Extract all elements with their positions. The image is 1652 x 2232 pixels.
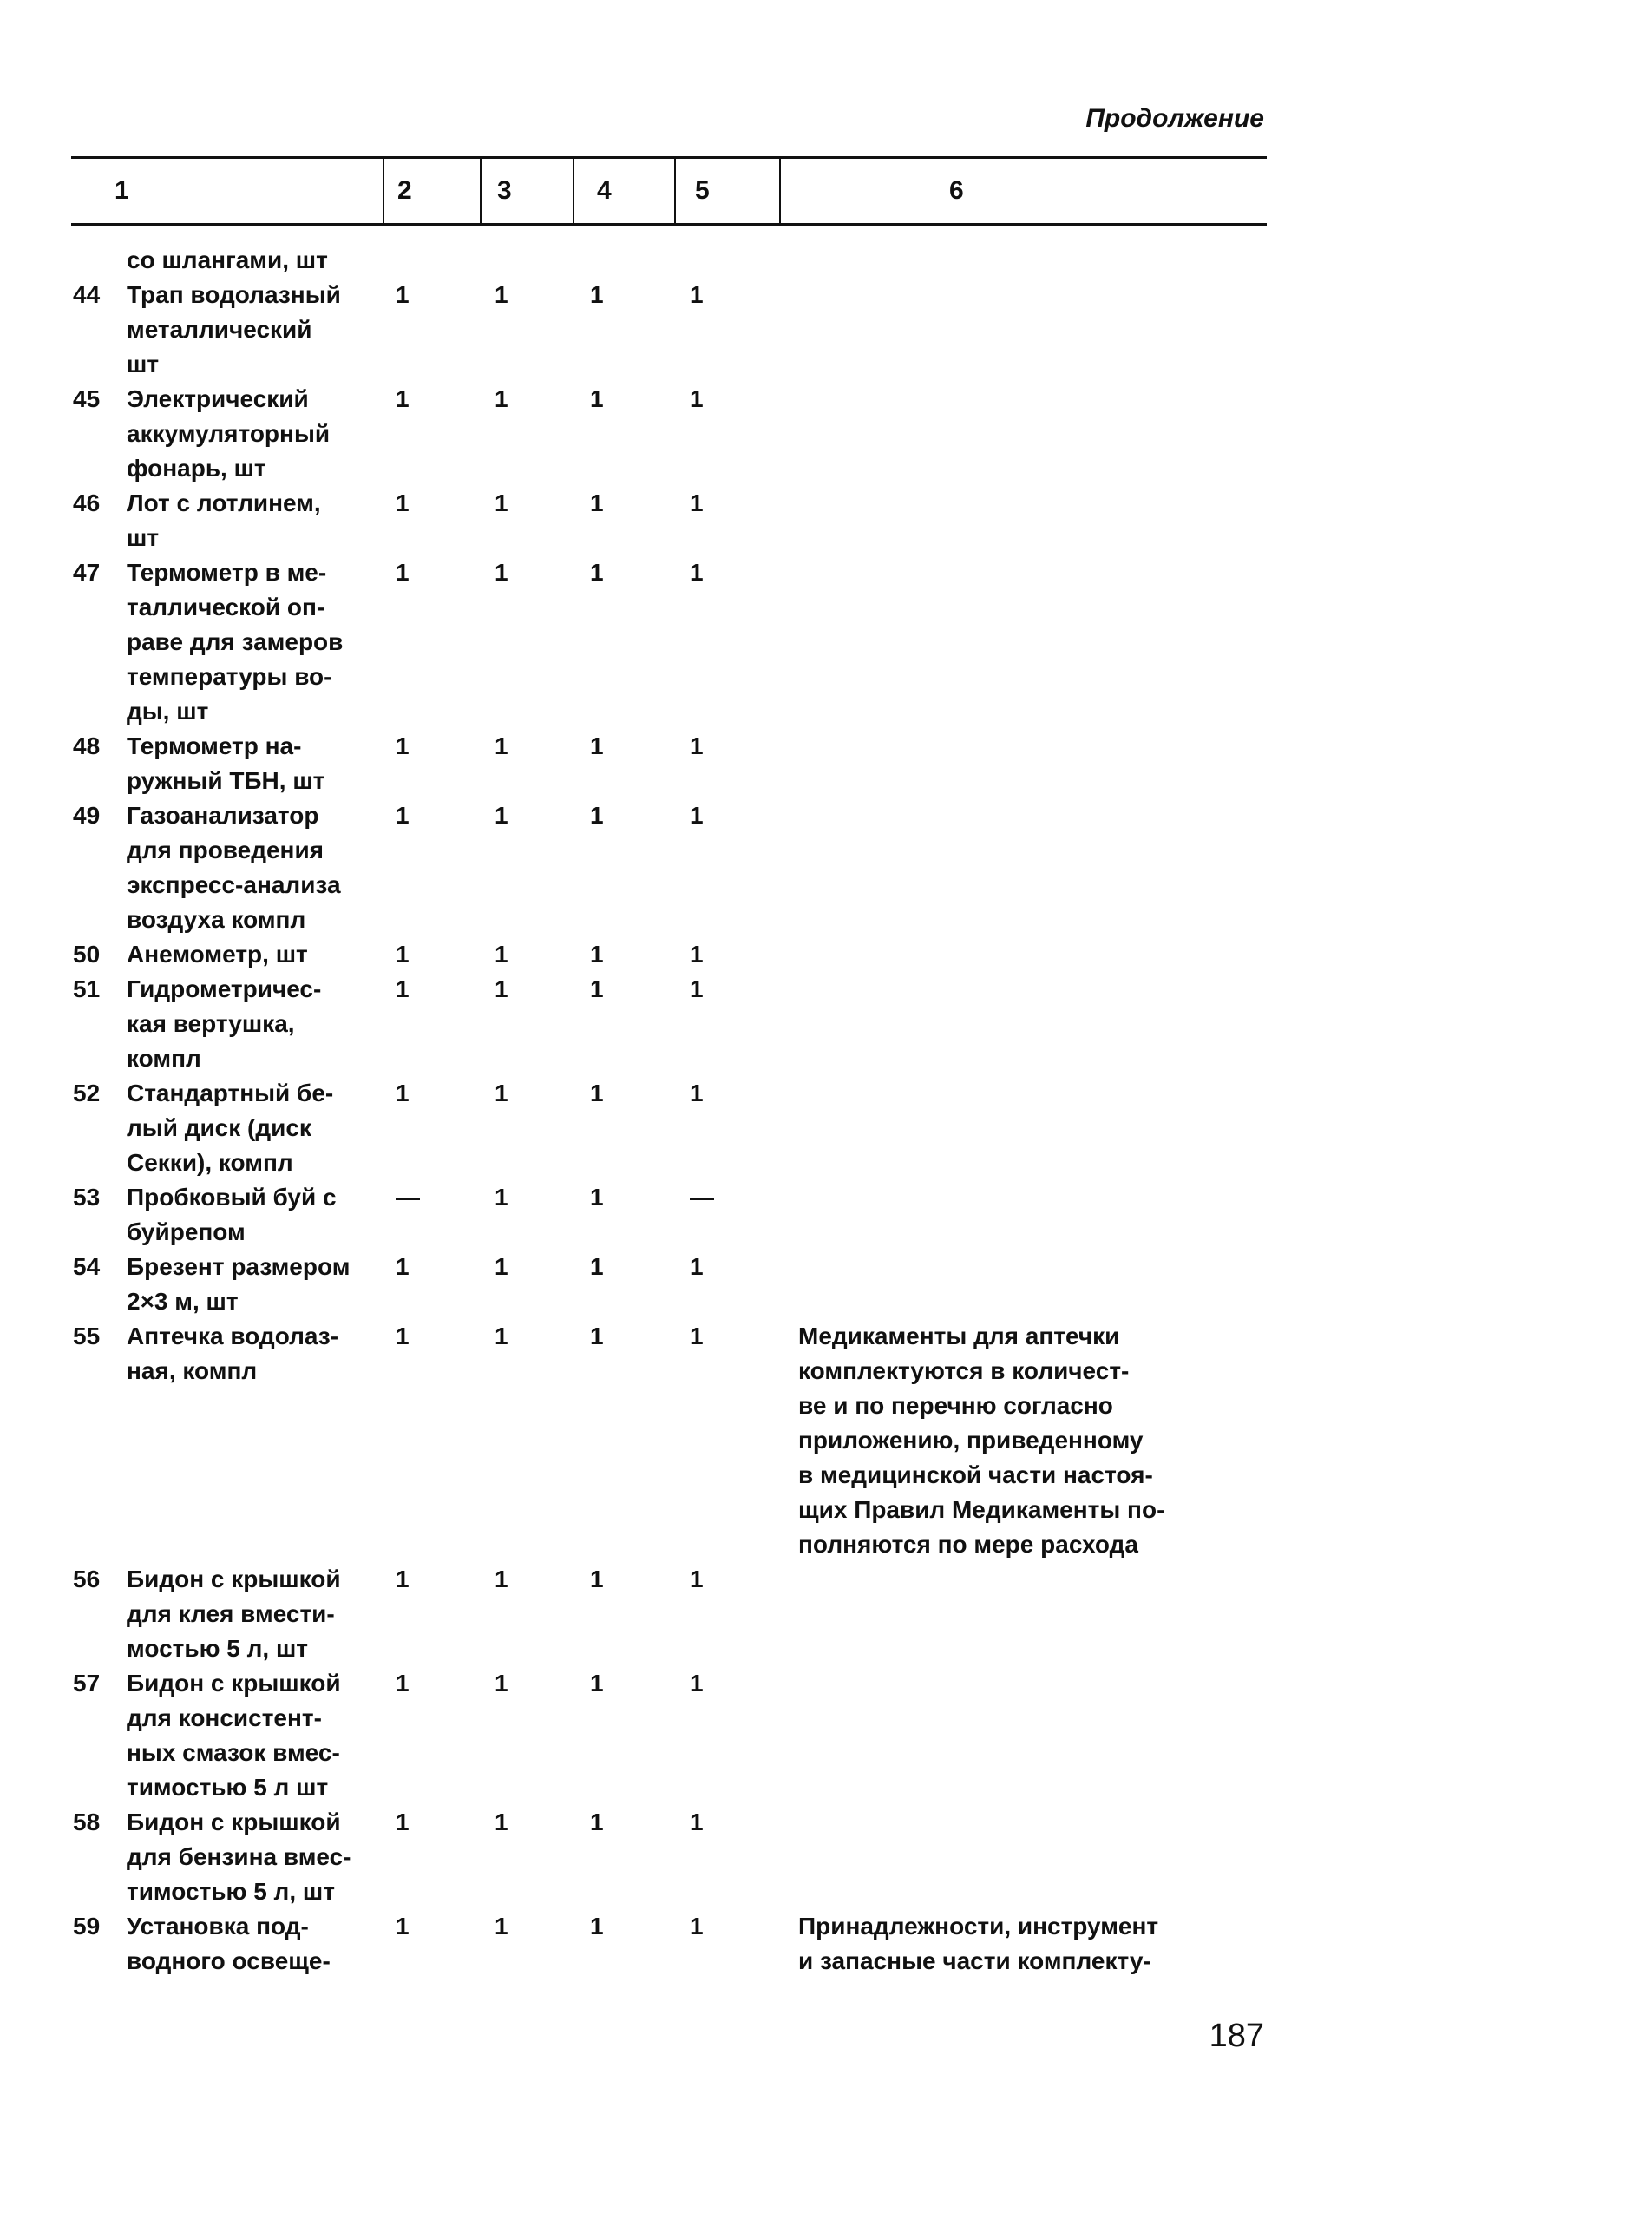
qty-col-3: 1 <box>495 1566 508 1592</box>
column-header-3: 3 <box>497 176 512 205</box>
qty-col-2: 1 <box>396 1323 410 1349</box>
table-row <box>0 382 1652 486</box>
qty-col-4: 1 <box>590 385 604 412</box>
qty-col-2: 1 <box>396 975 410 1002</box>
qty-col-5: 1 <box>690 1080 704 1106</box>
table-row <box>0 1562 1652 1666</box>
qty-col-5: 1 <box>690 941 704 968</box>
qty-col-3: 1 <box>495 281 508 308</box>
row-number: 49 <box>73 802 101 829</box>
qty-col-2: 1 <box>396 941 410 968</box>
table-top-rule <box>71 156 1267 159</box>
qty-col-4: 1 <box>590 1080 604 1106</box>
qty-col-5: 1 <box>690 802 704 829</box>
qty-col-3: 1 <box>495 941 508 968</box>
qty-col-5: 1 <box>690 975 704 1002</box>
column-divider <box>383 159 384 223</box>
row-number: 59 <box>73 1913 101 1940</box>
table-row <box>0 1319 1652 1562</box>
qty-col-4: 1 <box>590 732 604 759</box>
row-number: 55 <box>73 1323 101 1349</box>
qty-col-4: 1 <box>590 941 604 968</box>
table-row <box>0 486 1652 555</box>
qty-col-5: 1 <box>690 281 704 308</box>
qty-col-5: 1 <box>690 732 704 759</box>
column-header-4: 4 <box>597 176 612 205</box>
qty-col-5: 1 <box>690 1670 704 1697</box>
table-header-bottom-rule <box>71 223 1267 226</box>
qty-col-3: 1 <box>495 385 508 412</box>
item-name: Газоанализатор для проведения экспресс-анализа воздуха компл <box>127 802 341 933</box>
qty-col-2: 1 <box>396 1566 410 1592</box>
table-row <box>0 798 1652 937</box>
qty-col-4: 1 <box>590 1566 604 1592</box>
qty-col-5: 1 <box>690 559 704 586</box>
qty-col-2: 1 <box>396 1253 410 1280</box>
qty-col-4: 1 <box>590 1323 604 1349</box>
item-name: Анемометр, шт <box>127 941 308 968</box>
qty-col-5: 1 <box>690 1913 704 1940</box>
item-name: Пробковый буй с буйрепом <box>127 1184 337 1245</box>
table-row <box>0 555 1652 729</box>
qty-col-2: — <box>396 1184 420 1211</box>
item-name: Электрический аккумуляторный фонарь, шт <box>127 385 331 482</box>
table-body <box>0 243 1652 1979</box>
qty-col-4: 1 <box>590 281 604 308</box>
qty-col-3: 1 <box>495 802 508 829</box>
qty-col-4: 1 <box>590 1809 604 1835</box>
qty-col-4: 1 <box>590 489 604 516</box>
qty-col-3: 1 <box>495 1184 508 1211</box>
item-name: со шлангами, шт <box>127 246 328 273</box>
item-name: Брезент размером 2×3 м, шт <box>127 1253 351 1315</box>
qty-col-2: 1 <box>396 1670 410 1697</box>
item-name: Стандартный бе- лый диск (диск Секки), компл <box>127 1080 334 1176</box>
row-number: 45 <box>73 385 101 412</box>
table-row <box>0 1180 1652 1250</box>
column-header-5: 5 <box>695 176 710 205</box>
column-divider <box>779 159 781 223</box>
table-row <box>0 1805 1652 1909</box>
item-name: Установка под- водного освеще- <box>127 1913 331 1974</box>
column-divider <box>480 159 482 223</box>
qty-col-4: 1 <box>590 802 604 829</box>
item-name: Термометр на- ружный ТБН, шт <box>127 732 325 794</box>
row-number: 48 <box>73 732 101 759</box>
qty-col-3: 1 <box>495 1670 508 1697</box>
table-row <box>0 243 1652 278</box>
table-row <box>0 1909 1652 1979</box>
continuation-label: Продолжение <box>1085 104 1264 133</box>
item-name: Гидрометричес- кая вертушка, компл <box>127 975 322 1072</box>
qty-col-3: 1 <box>495 1080 508 1106</box>
table-row <box>0 729 1652 798</box>
qty-col-4: 1 <box>590 1670 604 1697</box>
qty-col-3: 1 <box>495 1323 508 1349</box>
item-name: Бидон с крышкой для консистент- ных смазок вмес- тимостью 5 л шт <box>127 1670 341 1801</box>
qty-col-4: 1 <box>590 1253 604 1280</box>
qty-col-5: 1 <box>690 489 704 516</box>
row-number: 51 <box>73 975 101 1002</box>
column-divider <box>573 159 574 223</box>
qty-col-5: 1 <box>690 1323 704 1349</box>
qty-col-2: 1 <box>396 732 410 759</box>
qty-col-3: 1 <box>495 559 508 586</box>
table-row <box>0 972 1652 1076</box>
qty-col-4: 1 <box>590 1184 604 1211</box>
column-header-2: 2 <box>397 176 412 205</box>
row-number: 53 <box>73 1184 101 1211</box>
table-row <box>0 937 1652 972</box>
row-number: 44 <box>73 281 101 308</box>
row-number: 58 <box>73 1809 101 1835</box>
column-header-6: 6 <box>949 176 964 205</box>
table-row <box>0 1250 1652 1319</box>
item-name: Бидон с крышкой для бензина вмес- тимостью 5 л, шт <box>127 1809 351 1905</box>
qty-col-2: 1 <box>396 385 410 412</box>
qty-col-5: 1 <box>690 1809 704 1835</box>
item-name: Лот с лотлинем, шт <box>127 489 321 551</box>
column-header-1: 1 <box>115 176 129 205</box>
qty-col-5: — <box>690 1184 714 1211</box>
table-row <box>0 1076 1652 1180</box>
row-number: 50 <box>73 941 101 968</box>
row-number: 47 <box>73 559 101 586</box>
qty-col-3: 1 <box>495 975 508 1002</box>
qty-col-5: 1 <box>690 1253 704 1280</box>
table-row <box>0 278 1652 382</box>
row-number: 52 <box>73 1080 101 1106</box>
row-number: 54 <box>73 1253 101 1280</box>
qty-col-4: 1 <box>590 559 604 586</box>
item-name: Бидон с крышкой для клея вмести- мостью 5 л, шт <box>127 1566 341 1662</box>
item-name: Трап водолазный металлический шт <box>127 281 341 377</box>
page-number: 187 <box>1209 2018 1264 2054</box>
qty-col-2: 1 <box>396 1809 410 1835</box>
remark-text: Принадлежности, инструмент и запасные части комплекту- <box>798 1913 1159 1974</box>
remark-text: Медикаменты для аптечки комплектуются в количест- ве и по перечню согласно приложению, приведенному в медицинской части настоя- щих Правил Медикаменты по- полняются по мере расхода <box>798 1323 1165 1558</box>
qty-col-3: 1 <box>495 489 508 516</box>
qty-col-3: 1 <box>495 732 508 759</box>
qty-col-3: 1 <box>495 1809 508 1835</box>
qty-col-2: 1 <box>396 281 410 308</box>
qty-col-3: 1 <box>495 1253 508 1280</box>
qty-col-4: 1 <box>590 975 604 1002</box>
table-row <box>0 1666 1652 1805</box>
qty-col-2: 1 <box>396 1080 410 1106</box>
qty-col-4: 1 <box>590 1913 604 1940</box>
row-number: 57 <box>73 1670 101 1697</box>
qty-col-5: 1 <box>690 1566 704 1592</box>
item-name: Аптечка водолаз- ная, компл <box>127 1323 339 1384</box>
qty-col-2: 1 <box>396 559 410 586</box>
qty-col-3: 1 <box>495 1913 508 1940</box>
qty-col-2: 1 <box>396 1913 410 1940</box>
qty-col-5: 1 <box>690 385 704 412</box>
row-number: 56 <box>73 1566 101 1592</box>
row-number: 46 <box>73 489 101 516</box>
column-divider <box>674 159 676 223</box>
qty-col-2: 1 <box>396 802 410 829</box>
item-name: Термометр в ме- таллической оп- раве для замеров температуры во- ды, шт <box>127 559 344 725</box>
qty-col-2: 1 <box>396 489 410 516</box>
